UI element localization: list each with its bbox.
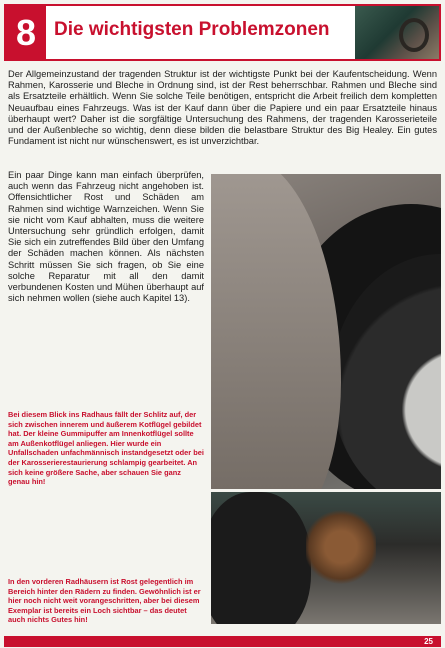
fender-panel-shape <box>211 174 341 489</box>
page-footer <box>4 636 441 647</box>
inspection-paragraph: Ein paar Dinge kann man einfach überprüfen, auch wenn das Fahrzeug nicht angehoben ist. Offensichtlicher Rost und Schäden am Rahmen sind wichtige Warnzeichen. Wenn Sie sie nicht vom Kauf abhalten, muss die weitere Untersuchung sehr gründlich erfolgen, damit Sie sich ein zutreffendes Bild über den Umfang der Schäden machen können. Als nächsten Schritt müssen Sie sich fragen, ob Sie eine solche Reparatur mit all den damit verbundenen Kosten und Mühen überhaupt auf sich nehmen wollen (siehe auch Kapitel 13). <box>8 170 204 304</box>
intro-paragraph: Der Allgemeinzustand der tragenden Struktur ist der wichtigste Punkt bei der Kaufentscheidung. Wenn Rahmen, Karosserie und Bleche in Ordnung sind, ist der Rest beherrschbar. Rahmen und Bleche sind als Ersatzteile erhältlich. Wenn Sie solche Teile benötigen, entspricht die Arbeit freilich dem kompletten Neuaufbau eines Fahrzeugs. Was ist der Kauf dann über die Papiere und ein paar Ersatzteile hinaus überhaupt wert? Daher ist die sorgfältige Untersuchung des Rahmens, der tragenden Karosserieteile und der Außenbleche so wichtig, denn diese bilden die belastbare Struktur des Big Healey. Ein gutes Fundament ist nicht nur wünschenswert, es ist unverzichtbar. <box>8 69 437 147</box>
header-photo <box>355 6 439 59</box>
page-number: 25 <box>424 637 433 646</box>
photo-caption-1: Bei diesem Blick ins Radhaus fällt der Schlitz auf, der sich zwischen innerem und äußerem Kotflügel gebildet hat. Der kleine Gummipuffer am Innenkotflügel sollte am Außenkotflügel anliegen. Hier wurde ein Unfallschaden unfachmännisch instandgesetzt oder bei der Karosserierestaurierung schlampig gearbeitet. An sich keine größere Sache, aber schauen Sie ganz genau hin! <box>8 410 204 487</box>
tire-shape <box>211 492 311 624</box>
photo-caption-2: In den vorderen Radhäusern ist Rost gelegentlich im Bereich hinter den Rädern zu finden. Gewöhnlich ist er hier noch nicht weit vorangeschritten, aber bei diesem Exemplar ist bereits ein Loch sichtbar – das deutet auch nichts Gutes hin! <box>8 577 201 625</box>
chapter-header <box>4 4 441 61</box>
rust-wheel-arch-photo <box>211 492 441 624</box>
chapter-title: Die wichtigsten Problemzonen <box>54 19 330 40</box>
chapter-number: 8 <box>6 6 46 59</box>
rust-spot-shape <box>306 507 376 587</box>
wheel-arch-photo <box>211 174 441 489</box>
